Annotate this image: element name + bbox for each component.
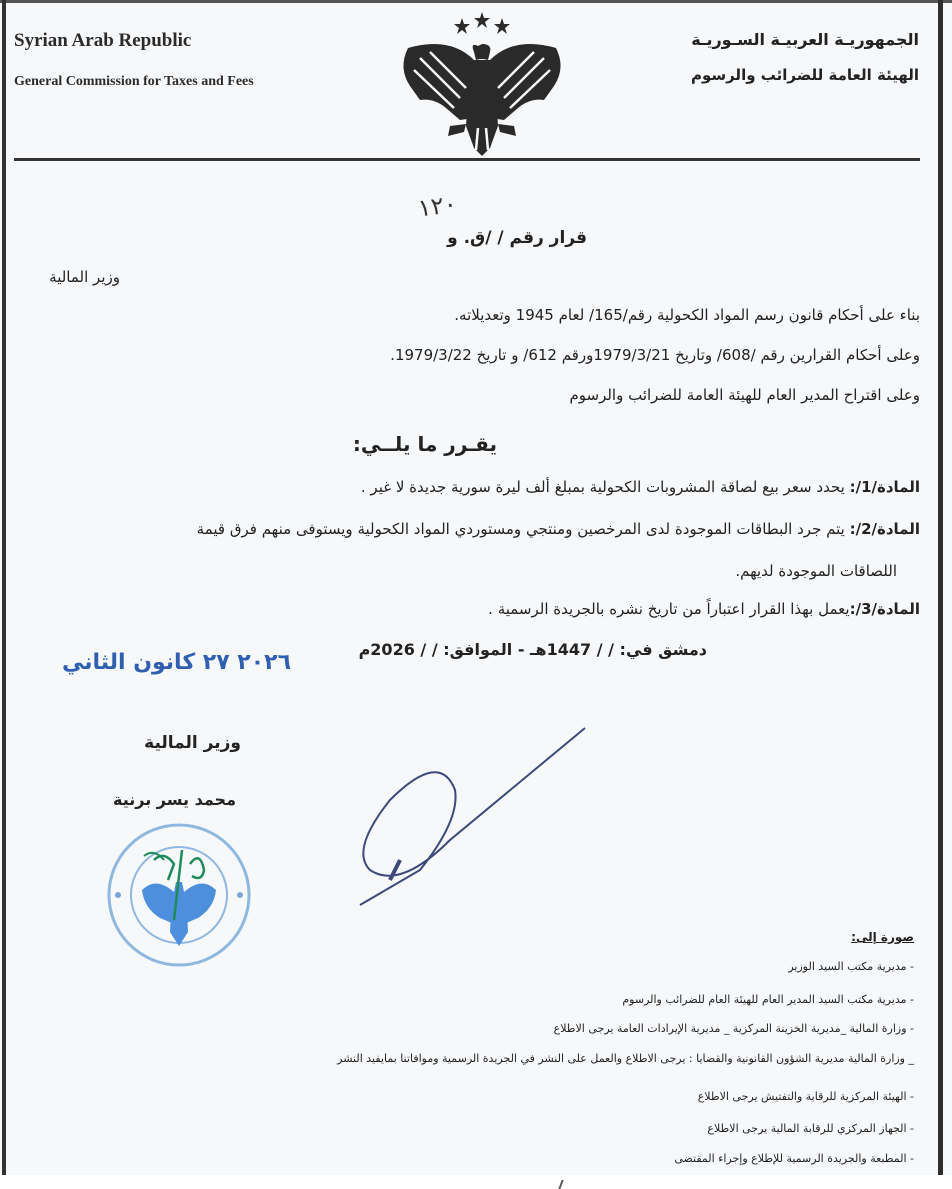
article-1 [361,478,920,496]
copies-item: - مديرية مكتب السيد الوزير [788,960,914,973]
copies-item: - الهيئة المركزية للرقابة والتفتيش يرجى الاطلاع [697,1090,914,1103]
eagle-emblem-icon [390,8,570,158]
preamble-line-1: بناء على أحكام قانون رسم المواد الكحولية رقم/165/ لعام 1945 وتعديلاته. [454,306,920,324]
copies-title: صورة إلى: [851,930,914,944]
page-border-left [2,0,6,1175]
copies-item: - الجهاز المركزي للرقابة المالية يرجى الاطلاع [707,1122,914,1135]
minister-signature [330,720,600,910]
article-2-text: يتم جرد البطاقات الموجودة لدى المرخصين ومنتجي ومستوردي المواد الكحولية ويستوفى منهم فرق قيمة [196,520,850,538]
header-divider [14,158,920,161]
preamble-line-3: وعلى اقتراح المدير العام للهيئة العامة للضرائب والرسوم [569,386,920,404]
header-country-english: Syrian Arab Republic [14,30,192,51]
article-3-text: يعمل بهذا القرار اعتباراً من تاريخ نشره بالجريدة الرسمية . [488,600,850,618]
stamped-date: ٢٠٢٦ ٢٧ كانون الثاني [62,650,292,675]
official-seal-icon [104,820,254,970]
header-country-arabic: الجمهوريـة العربيـة السـوريـة [691,30,919,49]
article-3 [488,600,920,618]
page-border-top [0,0,952,3]
article-2 [197,520,920,538]
date-line: دمشق في: / / 1447هـ - الموافق: / / 2026م [358,640,707,659]
handwritten-decree-number: ١٢٠ [416,189,459,223]
signatory-name: محمد يسر برنية [113,790,236,809]
issuer-line: وزير المالية [49,268,120,286]
decree-number-label: قرار رقم / /ق. و [447,228,587,248]
decides-heading: يقـرر ما يلــي: [352,432,497,456]
article-2-continuation: اللصاقات الموجودة لديهم. [735,562,897,580]
article-1-text: يحدد سعر بيع لصاقة المشروبات الكحولية بمبلغ ألف ليرة سورية جديدة لا غير . [360,478,850,496]
article-1-label: المادة/1/: [849,478,920,496]
page-bottom-margin [0,1175,952,1189]
article-2-label: المادة/2/: [849,520,920,538]
article-3-label: المادة/3/: [849,600,920,618]
copies-item: - وزارة المالية _مديرية الخزينة المركزية _ مديرية الإيرادات العامة يرجى الاطلاع [553,1022,914,1035]
header-authority-arabic: الهيئة العامة للضرائب والرسوم [690,66,919,84]
signatory-title: وزير المالية [144,733,241,753]
copies-item: _ وزارة المالية مديرية الشؤون القانونية والقضايا : يرجى الاطلاع والعمل على النشر في الجريدة الرسمية وموافاتنا بمايفيد النشر [337,1052,914,1065]
preamble-line-2: وعلى أحكام القرارين رقم /608/ وتاريخ 1979/3/21ورقم 612/ و تاريخ 1979/3/22. [390,346,920,364]
header-authority-english: General Commission for Taxes and Fees [14,74,254,89]
copies-item: - مديرية مكتب السيد المدير العام للهيئة العام للضرائب والرسوم [622,993,914,1006]
page-border-right [938,0,943,1175]
copies-item: - المطبعة والجريدة الرسمية للإطلاع وإجراء المقتضى [674,1152,914,1165]
